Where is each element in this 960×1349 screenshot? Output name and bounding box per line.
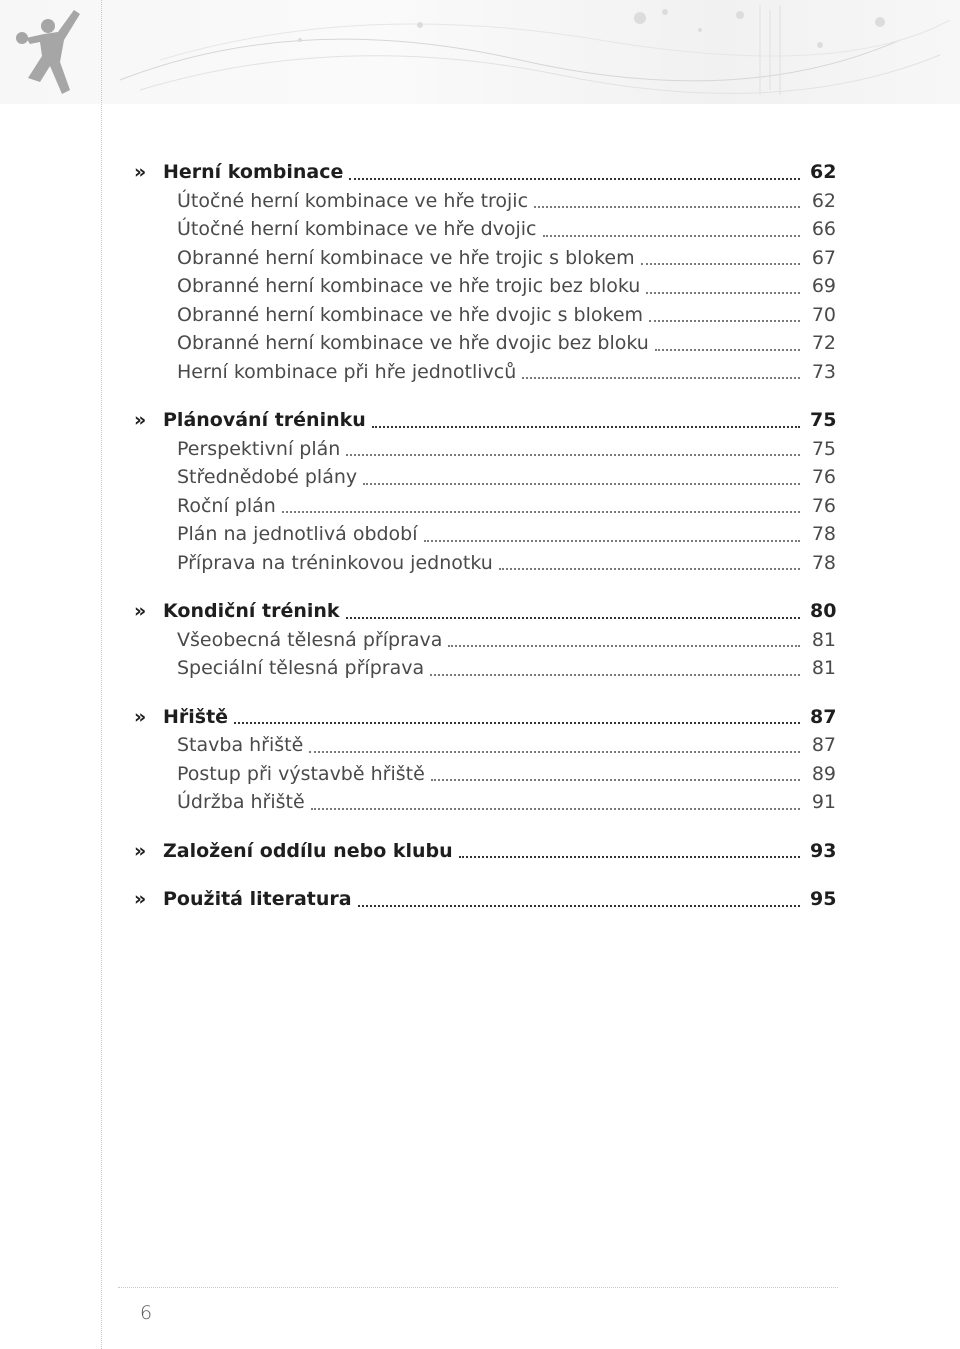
dot-leader (349, 178, 800, 180)
chapter-title: Herní kombinace (163, 161, 344, 183)
subsection-title: Všeobecná tělesná příprava (177, 628, 443, 651)
toc-section (134, 158, 836, 386)
subsection-title: Roční plán (177, 494, 276, 517)
chevron-bullet-icon: » (134, 161, 147, 183)
dot-leader (363, 483, 800, 485)
subsection-page-number: 67 (811, 246, 836, 269)
margin-guide (101, 0, 102, 1349)
subsection-page-number: 87 (811, 734, 836, 756)
dot-leader (311, 808, 800, 810)
toc-subsection-entry[interactable] (134, 492, 836, 521)
toc-chapter-entry[interactable] (134, 597, 836, 626)
dot-leader (234, 722, 800, 724)
dot-leader (534, 206, 800, 208)
chapter-page-number: 93 (810, 839, 837, 862)
toc-subsection-entry[interactable] (134, 244, 836, 273)
dot-leader (346, 617, 800, 619)
toc-subsection-entry[interactable] (134, 731, 836, 760)
toc-chapter-entry[interactable] (134, 703, 836, 732)
chapter-page-number: 87 (810, 705, 837, 728)
dot-leader (309, 751, 800, 753)
toc-subsection-entry[interactable] (134, 272, 836, 301)
toc-subsection-entry[interactable] (134, 301, 836, 330)
toc-subsection-entry[interactable] (134, 463, 836, 492)
dot-leader (655, 349, 800, 351)
dot-leader (372, 426, 800, 428)
subsection-page-number: 81 (811, 628, 836, 651)
dot-leader (543, 235, 801, 237)
dot-leader (459, 856, 800, 858)
subsection-title: Útočné herní kombinace ve hře trojic (177, 189, 529, 212)
toc-section (134, 703, 836, 817)
toc-subsection-entry[interactable] (134, 329, 836, 358)
subsection-title: Obranné herní kombinace ve hře dvojic bez bloku (177, 332, 649, 354)
subsection-title: Plán na jednotlivá období (177, 523, 418, 545)
subsection-title: Obranné herní kombinace ve hře dvojic s blokem (177, 303, 644, 326)
toc-subsection-entry[interactable] (134, 187, 836, 216)
table-of-contents (134, 158, 836, 934)
chevron-bullet-icon: » (134, 600, 147, 622)
dot-leader (448, 645, 800, 647)
subsection-page-number: 76 (811, 494, 836, 517)
dot-leader (424, 540, 800, 542)
dot-leader (641, 263, 800, 265)
toc-subsection-entry[interactable] (134, 760, 836, 789)
subsection-title: Střednědobé plány (177, 466, 358, 488)
chapter-page-number: 75 (810, 409, 837, 431)
toc-chapter-entry[interactable] (134, 406, 836, 435)
toc-subsection-entry[interactable] (134, 435, 836, 464)
subsection-page-number: 72 (811, 332, 836, 354)
toc-section (134, 597, 836, 683)
chapter-title: Použitá literatura (163, 888, 352, 910)
toc-subsection-entry[interactable] (134, 215, 836, 244)
toc-subsection-entry[interactable] (134, 358, 836, 387)
toc-chapter-entry[interactable] (134, 837, 836, 866)
dot-leader (646, 292, 800, 294)
subsection-page-number: 78 (811, 523, 836, 545)
dot-leader (522, 377, 800, 379)
toc-chapter-entry[interactable] (134, 158, 836, 187)
subsection-title: Speciální tělesná příprava (177, 657, 425, 679)
page-number: 6 (140, 1302, 153, 1324)
toc-section (134, 406, 836, 577)
subsection-page-number: 69 (811, 275, 836, 297)
subsection-page-number: 75 (811, 437, 836, 460)
toc-subsection-entry[interactable] (134, 626, 836, 655)
chapter-title: Založení oddílu nebo klubu (163, 839, 453, 862)
dot-leader (430, 674, 800, 676)
chevron-bullet-icon: » (134, 888, 147, 910)
subsection-page-number: 73 (811, 360, 836, 383)
chevron-bullet-icon: » (134, 839, 147, 862)
toc-subsection-entry[interactable] (134, 654, 836, 683)
footer-divider (118, 1287, 838, 1288)
subsection-page-number: 70 (811, 303, 836, 326)
dot-leader (431, 779, 800, 781)
chapter-page-number: 62 (810, 161, 837, 183)
chevron-bullet-icon: » (134, 409, 147, 431)
chevron-bullet-icon: » (134, 705, 147, 728)
subsection-page-number: 78 (811, 551, 836, 574)
subsection-page-number: 89 (811, 762, 836, 785)
dot-leader (499, 568, 800, 570)
dot-leader (358, 905, 800, 907)
subsection-title: Obranné herní kombinace ve hře trojic s blokem (177, 246, 635, 269)
subsection-title: Perspektivní plán (177, 437, 341, 460)
toc-subsection-entry[interactable] (134, 520, 836, 549)
subsection-title: Údržba hřiště (177, 791, 305, 813)
subsection-title: Útočné herní kombinace ve hře dvojic (177, 218, 537, 240)
chapter-title: Kondiční trénink (163, 600, 340, 622)
subsection-page-number: 62 (811, 189, 836, 212)
subsection-title: Příprava na tréninkovou jednotku (177, 551, 493, 574)
chapter-title: Plánování tréninku (163, 409, 366, 431)
dot-leader (346, 454, 800, 456)
subsection-title: Herní kombinace při hře jednotlivců (177, 360, 517, 383)
subsection-page-number: 91 (811, 791, 836, 813)
player-silhouette-icon (0, 0, 90, 104)
toc-subsection-entry[interactable] (134, 549, 836, 578)
toc-subsection-entry[interactable] (134, 788, 836, 817)
subsection-title: Obranné herní kombinace ve hře trojic bez bloku (177, 275, 641, 297)
subsection-page-number: 81 (811, 657, 836, 679)
subsection-title: Stavba hřiště (177, 734, 304, 756)
dot-leader (649, 320, 800, 322)
subsection-page-number: 76 (811, 466, 836, 488)
chapter-title: Hřiště (163, 705, 229, 728)
chapter-page-number: 80 (810, 600, 837, 622)
toc-section (134, 837, 836, 866)
toc-chapter-entry[interactable] (134, 885, 836, 914)
dot-leader (282, 511, 800, 513)
decorative-pattern (0, 0, 960, 104)
header-banner (0, 0, 960, 104)
subsection-title: Postup při výstavbě hřiště (177, 762, 425, 785)
toc-section (134, 885, 836, 914)
subsection-page-number: 66 (811, 218, 836, 240)
chapter-page-number: 95 (810, 888, 837, 910)
